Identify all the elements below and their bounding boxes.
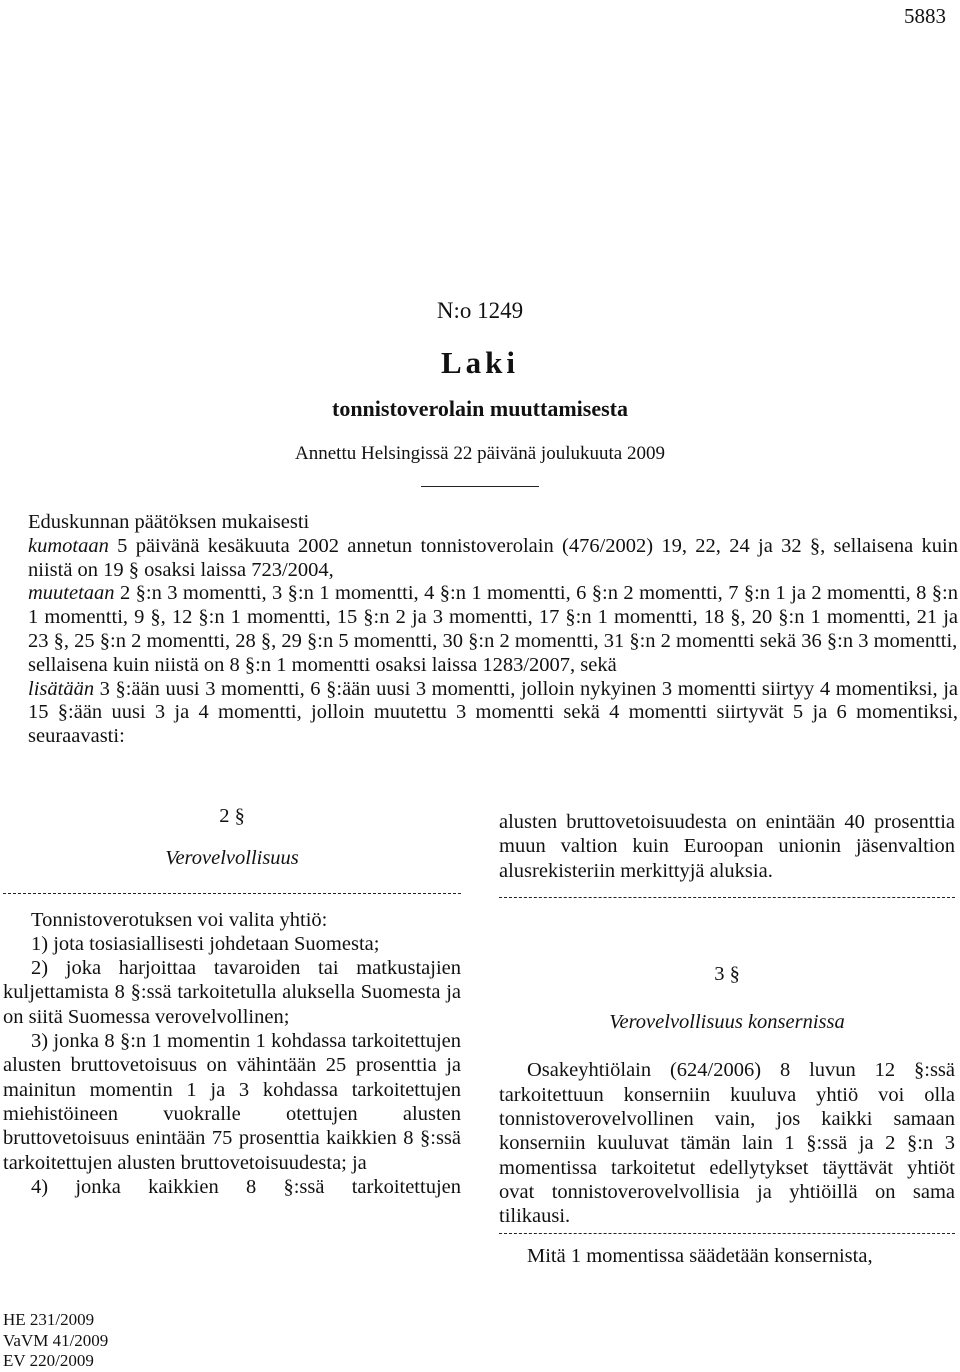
section-3-heading: Verovelvollisuus konsernissa (609, 1011, 845, 1034)
preamble-kumotaan (28, 535, 958, 583)
section-2-item-2: 2) joka harjoittaa tavaroiden tai matkustajien kuljettamista 8 §:ssä tarkoitetulla aluksella Suomesta ja on siitä Suomessa verovelvollinen; (3, 957, 461, 1028)
preamble-muutetaan (28, 582, 958, 653)
lisataan-text: 3 §:ään uusi 3 momentti, 6 §:ään uusi 3 momentti, jolloin nykyinen 3 momentti siirtyy 4 momentiksi, ja 15 §:ään uusi 3 ja 4 momentti, jolloin muutettu 3 momentti sekä 4 momentti siirtyvät 5 ja 6 momentiksi, seuraavasti: (28, 677, 958, 748)
title-divider (421, 486, 539, 487)
preamble (28, 511, 958, 749)
section-2-item-4-continued: alusten bruttovetoisuudesta on enintään 40 prosenttia muun valtion kuin Euroopan unionin jäsenvaltion alusrekisteriin merkittyjä aluksia. (499, 811, 955, 882)
section-3-number: 3 § (714, 962, 740, 985)
muutetaan-keyword: muutetaan (28, 582, 115, 605)
section-2-lead: Tonnistoverotuksen voi valita yhtiö: (31, 908, 328, 931)
section-2-item-1: 1) jota tosiasiallisesti johdetaan Suomesta; (31, 932, 380, 955)
section-3-paragraph-2: Mitä 1 momentissa säädetään konsernista, (527, 1244, 873, 1267)
parliament-reply-ref: EV 220/2009 (3, 1351, 94, 1370)
law-title: Laki (440, 345, 520, 380)
omission-rule (3, 893, 461, 894)
left-column (3, 804, 461, 1199)
right-column (499, 810, 955, 1268)
page-number: 5883 (904, 4, 946, 28)
section-2-item-4: 4) jonka kaikkien 8 §:ssä tarkoitettujen (31, 1175, 461, 1198)
law-subtitle: tonnistoverolain muuttamisesta (332, 396, 628, 421)
enactment-date: Annettu Helsingissä 22 päivänä joulukuuta 2009 (295, 443, 665, 464)
omission-rule (499, 1233, 955, 1234)
kumotaan-keyword: kumotaan (28, 534, 109, 557)
omission-rule (499, 897, 955, 898)
section-2-item-3: 3) jonka 8 §:n 1 momentin 1 kohdassa tarkoitettujen alusten bruttovetoisuus on vähintään 25 prosenttia ja mainitun momentin 1 ja 3 kohdassa tarkoitettujen miehistöineen vuokralle otettujen alusten bruttovetoisuus enintään 75 prosenttia kaikkien 8 §:ssä tarkoitettujen alusten bruttovetoisuudesta; ja (3, 1030, 461, 1174)
preamble-intro: Eduskunnan päätöksen mukaisesti (28, 511, 310, 533)
government-bill-ref: HE 231/2009 (3, 1310, 95, 1329)
section-2-heading: Verovelvollisuus (165, 847, 299, 870)
statute-number: N:o 1249 (436, 298, 524, 323)
committee-report-ref: VaVM 41/2009 (3, 1330, 109, 1350)
lisataan-keyword: lisätään (28, 677, 95, 700)
kumotaan-text: 5 päivänä kesäkuuta 2002 annetun tonnistoverolain (476/2002) 19, 22, 24 ja 32 §, sellaisena kuin niistä on 19 § osaksi laissa 723/2004, (28, 534, 958, 581)
preamble-sellaisena: sellaisena kuin niistä on 8 §:n 1 momentti osaksi laissa 1283/2007, sekä (28, 653, 617, 676)
preamble-lisataan (28, 678, 958, 749)
section-3-paragraph-1: Osakeyhtiölain (624/2006) 8 luvun 12 §:ssä tarkoitettuun konserniin kuuluva yhtiö voi olla tonnistoverovelvollinen vain, jos kaikki samaan konserniin kuuluvat tämän lain 1 §:ssä ja 2 §:n 3 momentissa tarkoitetut edellytykset täyttävät yhtiöt ovat tonnistoverovelvollisia ja yhtiöillä on sama tilikausi. (499, 1059, 955, 1228)
muutetaan-text: 2 §:n 3 momentti, 3 §:n 1 momentti, 4 §:n 1 momentti, 6 §:n 2 momentti, 7 §:n 1 ja 2 momentti, 8 §:n 1 momentti, 9 §, 12 §:n 1 momentti, 15 §:n 2 ja 3 momentti, 17 §:n 1 momentti, 18 §, 20 §:n 1 momentti, 21 ja 23 §, 25 §:n 2 momentti, 28 §, 29 §:n 5 momentti, 30 §:n 2 momentti, 31 §:n 2 momentti sekä 36 §:n 3 momentti, (28, 582, 958, 652)
legislative-references (3, 1310, 108, 1372)
section-2-number: 2 § (219, 805, 245, 827)
